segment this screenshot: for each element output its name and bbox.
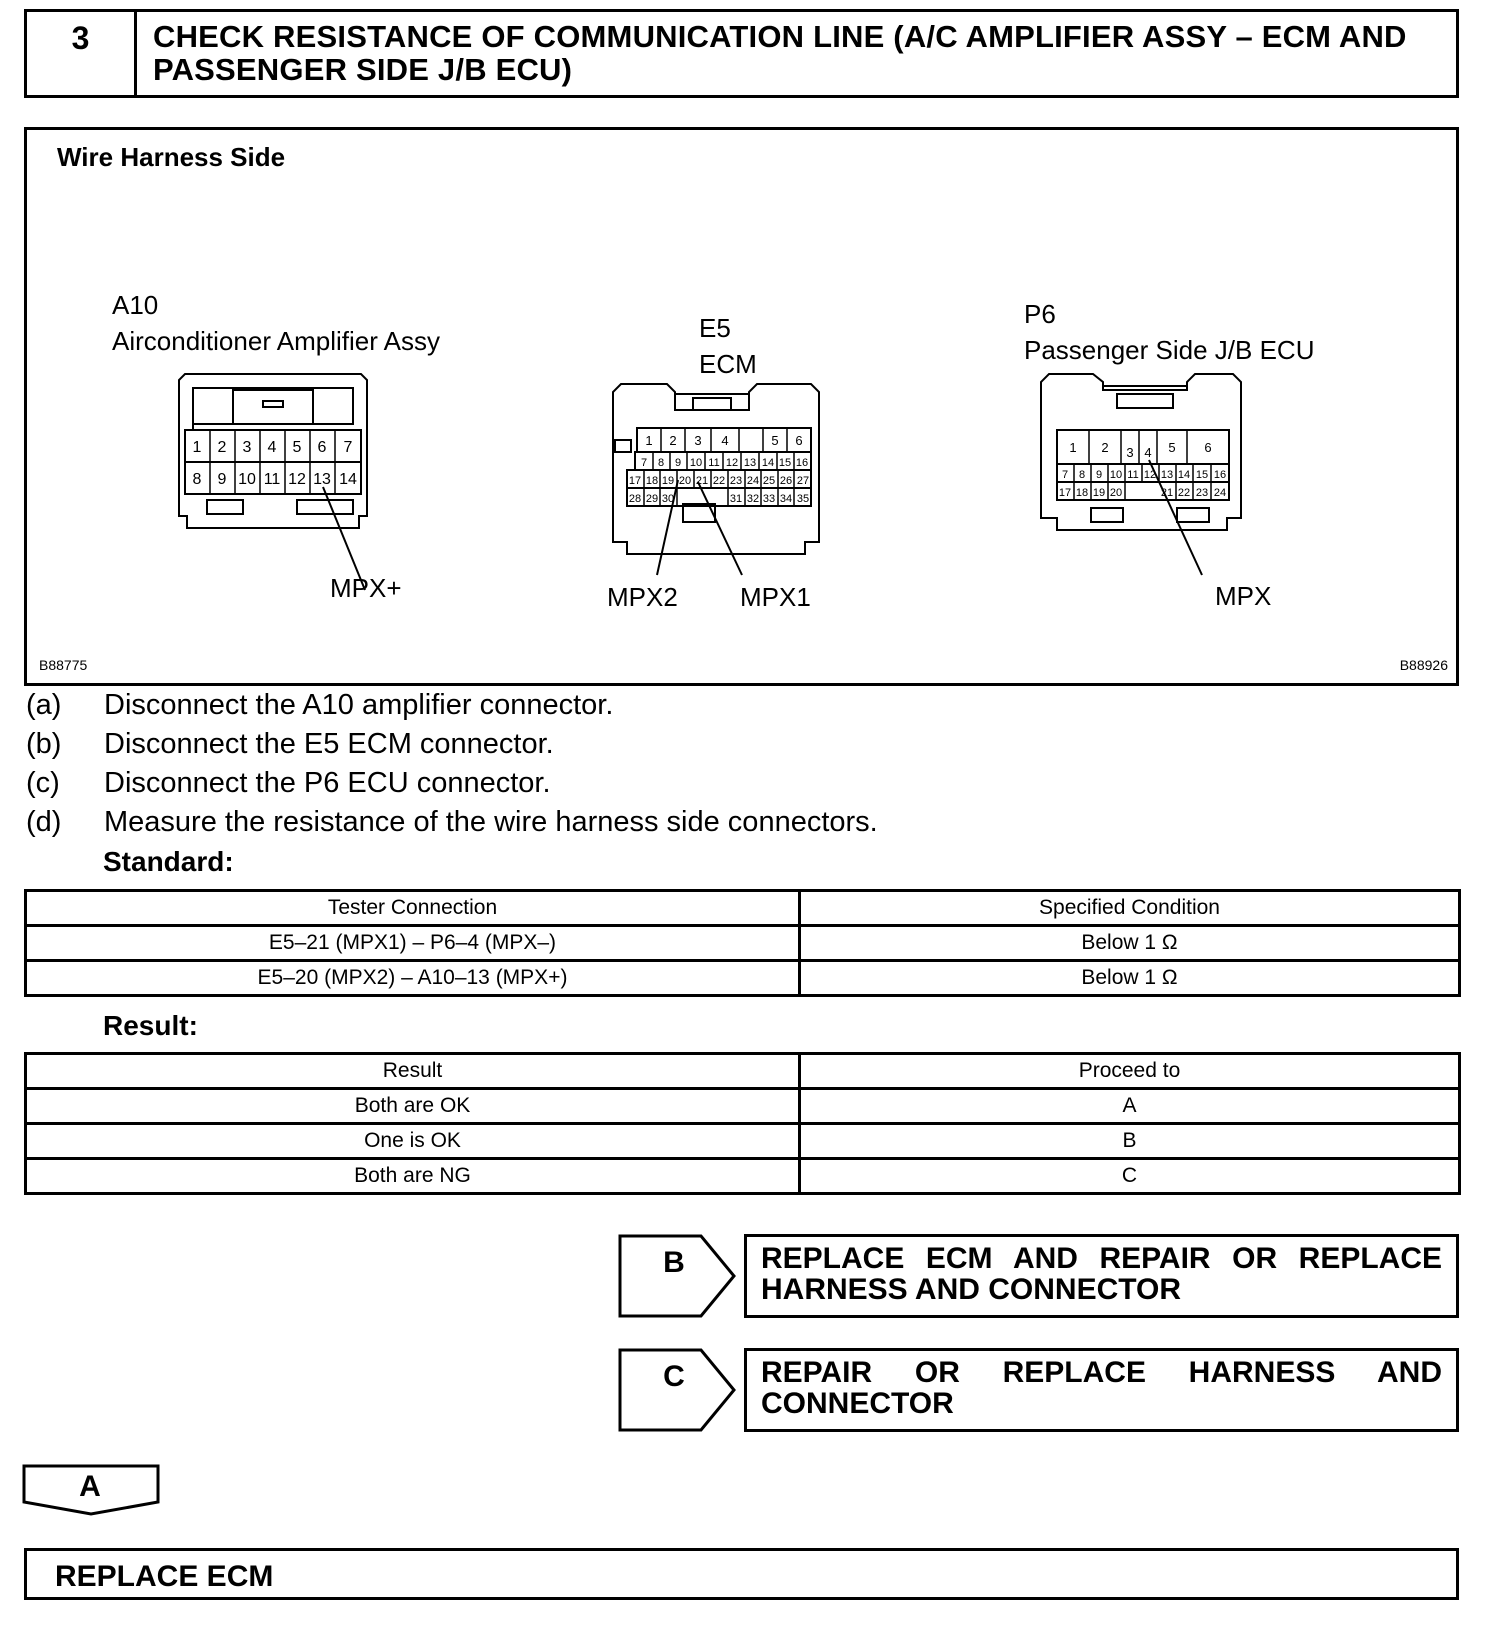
table-cell: Below 1 Ω <box>800 926 1460 961</box>
pin-label: 15 <box>778 457 792 469</box>
table-header-row <box>26 1054 1460 1089</box>
figure-code-left: B88775 <box>39 657 88 673</box>
callout-mpx2: MPX2 <box>607 582 678 612</box>
pin-label: 22 <box>1177 487 1191 499</box>
pin-label: 3 <box>1126 445 1134 460</box>
pin-label: 12 <box>725 457 739 469</box>
branch-b-tag: B <box>663 1246 685 1279</box>
table-cell: Both are NG <box>26 1159 800 1194</box>
standard-table <box>24 889 1461 997</box>
result-heading: Result: <box>103 1010 198 1041</box>
pin-label: 11 <box>1127 469 1139 481</box>
pin-label: 9 <box>1095 469 1103 481</box>
pin-label: 8 <box>192 471 202 488</box>
table-row <box>26 1089 1460 1124</box>
table-cell: C <box>800 1159 1460 1194</box>
figure-code-right: B88926 <box>1399 657 1448 673</box>
pin-label: 1 <box>1069 440 1077 455</box>
pin-label: 9 <box>674 457 682 469</box>
pin-label: 13 <box>743 457 757 469</box>
pin-label: 21 <box>1160 487 1174 499</box>
pin-label: 10 <box>1109 469 1123 481</box>
pin-label: 16 <box>795 457 809 469</box>
action-a <box>24 1548 1459 1600</box>
pin-label: 11 <box>708 457 720 469</box>
pin-label: 10 <box>238 471 256 488</box>
pin-label: 19 <box>661 475 675 487</box>
pin-label: 3 <box>242 439 252 456</box>
pin-label: 1 <box>192 439 202 456</box>
pin-label: 32 <box>746 493 760 505</box>
pin-label: 2 <box>217 439 227 456</box>
branch-c-tag: C <box>663 1360 685 1393</box>
table-row <box>26 1124 1460 1159</box>
pin-label: 4 <box>1144 445 1152 460</box>
pin-label: 24 <box>1213 487 1227 499</box>
callout-mpx-plus: MPX+ <box>330 573 402 603</box>
pin-label: 12 <box>1143 469 1157 481</box>
pin-label: 10 <box>689 457 703 469</box>
figure-caption: Wire Harness Side <box>57 142 286 172</box>
pin-label: 2 <box>669 433 677 448</box>
pin-label: 7 <box>640 457 648 469</box>
branch-a-tag: A <box>79 1470 101 1503</box>
pin-label: 31 <box>729 493 743 505</box>
table-row <box>26 926 1460 961</box>
pin-label: 2 <box>1101 440 1109 455</box>
table-header-row <box>26 891 1460 926</box>
pin-label: 22 <box>712 475 726 487</box>
step-b: (b) Disconnect the E5 ECM connector. <box>26 728 554 760</box>
pin-label: 29 <box>645 493 659 505</box>
pin-label: 24 <box>746 475 760 487</box>
pin-label: 34 <box>779 493 793 505</box>
table-cell: E5–21 (MPX1) – P6–4 (MPX–) <box>26 926 800 961</box>
table-cell: One is OK <box>26 1124 800 1159</box>
pin-label: 9 <box>217 471 227 488</box>
pin-label: 33 <box>762 493 776 505</box>
pin-label: 14 <box>339 471 357 488</box>
pin-label: 6 <box>795 433 803 448</box>
pin-label: 35 <box>796 493 810 505</box>
wiring-figure <box>24 127 1459 686</box>
pin-label: 7 <box>1061 469 1069 481</box>
action-c: REPAIR OR REPLACE HARNESS AND CONNECTOR <box>744 1348 1459 1432</box>
table-header: Tester Connection <box>26 891 800 926</box>
pin-label: 4 <box>721 433 729 448</box>
table-cell: E5–20 (MPX2) – A10–13 (MPX+) <box>26 961 800 996</box>
pin-label: 1 <box>645 433 653 448</box>
step-d: (d) Measure the resistance of the wire harness side connectors. <box>26 806 878 838</box>
pin-label: 20 <box>678 475 692 487</box>
table-cell: Both are OK <box>26 1089 800 1124</box>
table-header: Specified Condition <box>800 891 1460 926</box>
step-header <box>24 9 1459 98</box>
pin-label: 21 <box>695 475 709 487</box>
step-title: CHECK RESISTANCE OF COMMUNICATION LINE (A/C AMPLIFIER ASSY – ECM AND PASSENGER SIDE J/B ECU) <box>153 19 1407 87</box>
pin-label: 17 <box>1058 487 1072 499</box>
pin-label: 23 <box>729 475 743 487</box>
pin-label: 6 <box>1204 440 1212 455</box>
pin-label: 27 <box>796 475 810 487</box>
table-cell: B <box>800 1124 1460 1159</box>
pin-label: 15 <box>1195 469 1209 481</box>
step-a: (a) Disconnect the A10 amplifier connector. <box>26 689 614 721</box>
pin-label: 5 <box>1168 440 1176 455</box>
a10-name: Airconditioner Amplifier Assy <box>112 326 441 356</box>
table-header: Result <box>26 1054 800 1089</box>
pin-label: 14 <box>1177 469 1191 481</box>
pin-label: 18 <box>645 475 659 487</box>
step-c: (c) Disconnect the P6 ECU connector. <box>26 767 551 799</box>
table-cell: A <box>800 1089 1460 1124</box>
pin-label: 13 <box>1160 469 1174 481</box>
pin-label: 19 <box>1092 487 1106 499</box>
a10-code: A10 <box>112 290 159 320</box>
pin-label: 6 <box>317 439 327 456</box>
e5-name: ECM <box>699 349 757 379</box>
pin-label: 8 <box>1078 469 1086 481</box>
pin-label: 28 <box>628 493 642 505</box>
table-row <box>26 1159 1460 1194</box>
p6-name: Passenger Side J/B ECU <box>1024 335 1315 365</box>
standard-heading: Standard: <box>103 846 234 877</box>
pin-label: 16 <box>1213 469 1227 481</box>
pin-label: 13 <box>313 471 331 488</box>
table-cell: Below 1 Ω <box>800 961 1460 996</box>
callout-mpx: MPX <box>1215 581 1272 611</box>
pin-label: 7 <box>343 439 353 456</box>
branch-c-arrow <box>618 1348 738 1432</box>
table-row <box>26 961 1460 996</box>
pin-label: 30 <box>661 493 675 505</box>
pin-label: 17 <box>628 475 642 487</box>
result-table <box>24 1052 1461 1195</box>
pin-label: 12 <box>288 471 306 488</box>
pin-label: 5 <box>771 433 779 448</box>
pin-label: 5 <box>292 439 302 456</box>
pin-label: 18 <box>1075 487 1089 499</box>
pin-label: 11 <box>263 471 281 488</box>
action-a-text: REPLACE ECM <box>55 1560 274 1593</box>
pin-label: 25 <box>762 475 776 487</box>
branch-a-arrow <box>22 1464 162 1520</box>
pin-label: 23 <box>1195 487 1209 499</box>
pin-label: 3 <box>694 433 702 448</box>
callout-mpx1: MPX1 <box>740 582 811 612</box>
pin-label: 4 <box>267 439 277 456</box>
branch-b-arrow <box>618 1234 738 1318</box>
p6-code: P6 <box>1024 299 1056 329</box>
pin-label: 20 <box>1109 487 1123 499</box>
e5-code: E5 <box>699 313 731 343</box>
pin-label: 14 <box>761 457 775 469</box>
pin-label: 8 <box>657 457 665 469</box>
step-number: 3 <box>27 12 137 95</box>
action-b: REPLACE ECM AND REPAIR OR REPLACE HARNESS AND CONNECTOR <box>744 1234 1459 1318</box>
table-header: Proceed to <box>800 1054 1460 1089</box>
pin-label: 26 <box>779 475 793 487</box>
